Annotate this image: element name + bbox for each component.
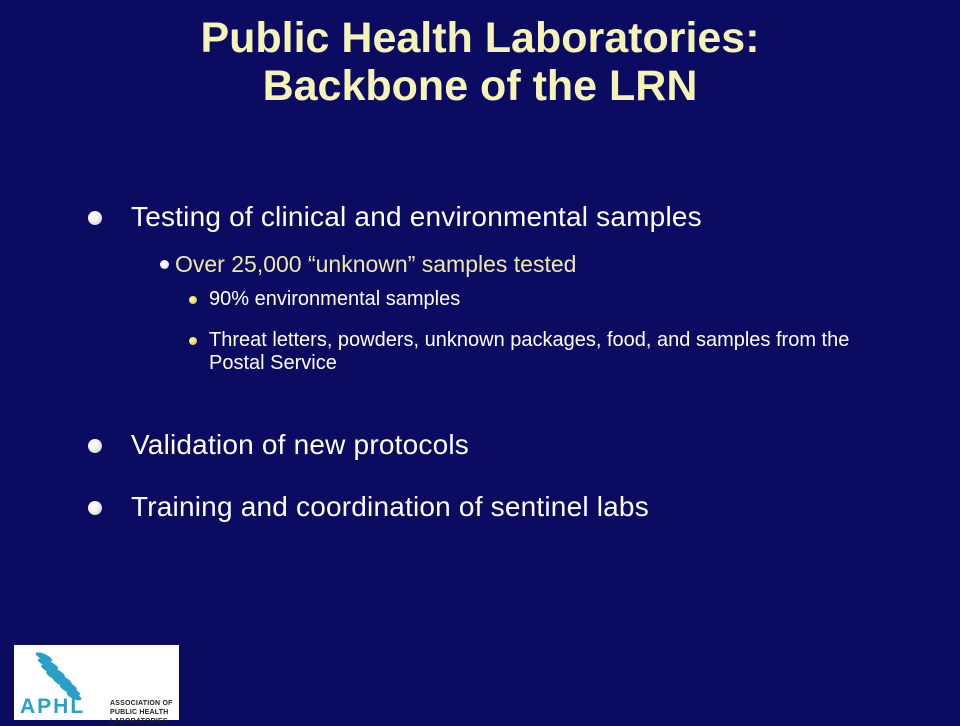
bullet-level2-unknown-samples <box>160 250 576 278</box>
logo-org-name <box>110 699 179 726</box>
bullet-dot-icon <box>88 501 102 515</box>
bullet-level1-training <box>88 490 649 524</box>
title-line-1: Public Health Laboratories: <box>200 14 760 62</box>
bullet-text: Training and coordination of sentinel labs <box>131 491 649 522</box>
logo-org-line-2: PUBLIC HEALTH LABORATORIES <box>110 709 169 725</box>
bullet-text: 90% environmental samples <box>209 288 461 310</box>
bullet-level3-threat-letters <box>189 329 879 375</box>
aphl-mark-icon <box>32 651 92 701</box>
bullet-level1-testing <box>88 200 702 234</box>
bullet-dot-icon <box>160 260 169 269</box>
bullet-text: Threat letters, powders, unknown packages, food, and samples from the Postal Service <box>209 329 850 374</box>
slide-title <box>60 14 900 110</box>
logo-letters: APHL <box>20 695 86 718</box>
bullet-text: Over 25,000 “unknown” samples tested <box>175 251 577 277</box>
logo-org-line-1: ASSOCIATION OF <box>110 700 173 707</box>
bullet-dot-icon <box>88 211 102 225</box>
bullet-text: Validation of new protocols <box>131 429 469 460</box>
bullet-dot-icon <box>88 439 102 453</box>
bullet-dot-icon <box>189 296 197 304</box>
bullet-text: Testing of clinical and environmental samples <box>131 201 702 232</box>
bullet-level1-validation <box>88 428 469 462</box>
aphl-logo <box>14 645 179 725</box>
bullet-dot-icon <box>189 337 197 345</box>
bullet-level3-environmental <box>189 288 879 311</box>
title-line-2: Backbone of the LRN <box>262 62 698 110</box>
